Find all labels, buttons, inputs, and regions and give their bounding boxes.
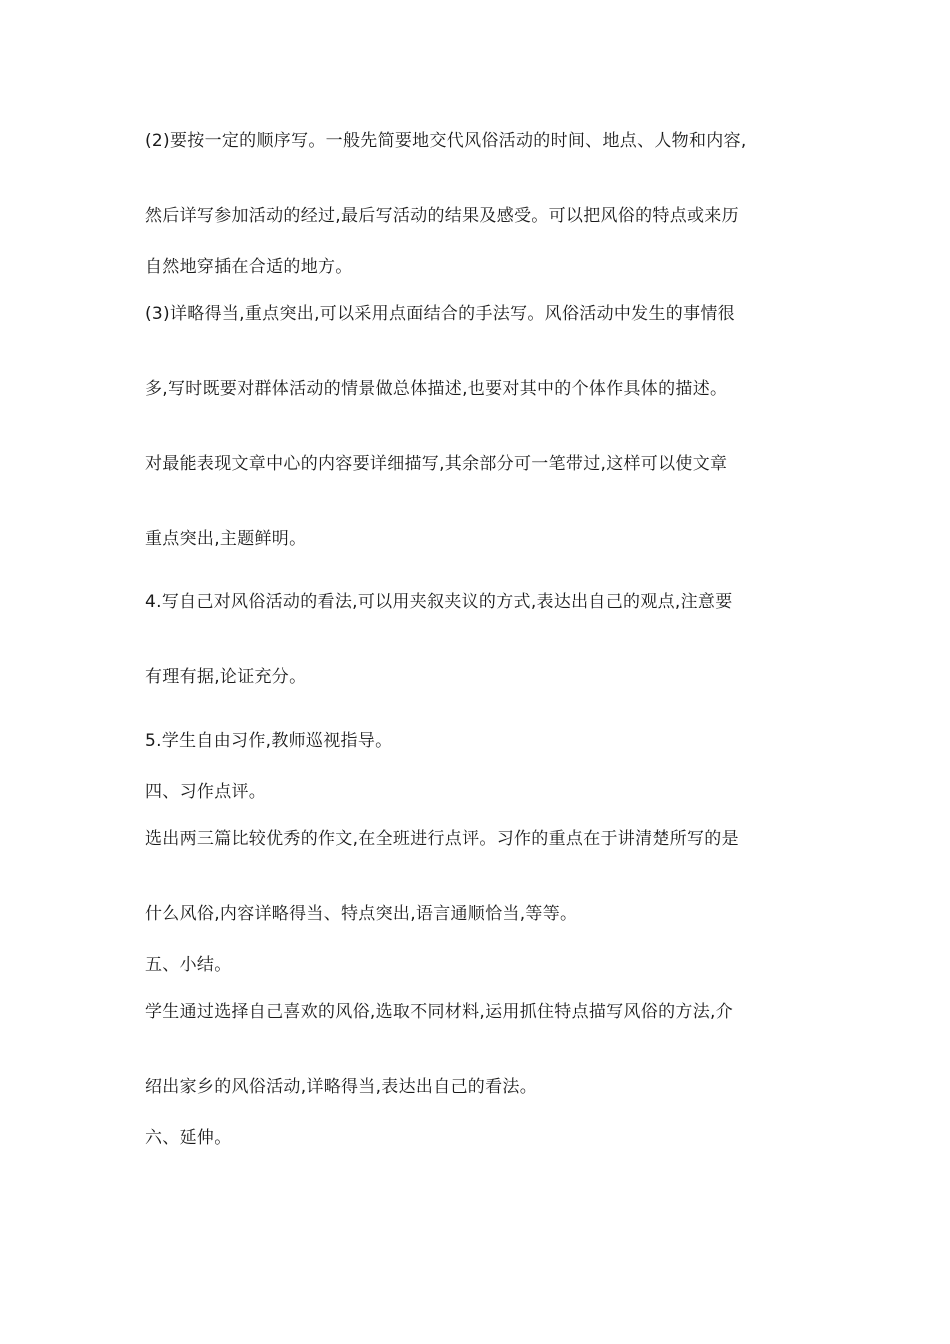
text-line: 选出两三篇比较优秀的作文,在全班进行点评。习作的重点在于讲清楚所写的是	[145, 829, 739, 849]
text-line: (3)详略得当,重点突出,可以采用点面结合的手法写。风俗活动中发生的事情很	[145, 304, 735, 324]
text-line: 自然地穿插在合适的地方。	[145, 257, 353, 277]
text-line: 什么风俗,内容详略得当、特点突出,语言通顺恰当,等等。	[145, 904, 578, 924]
text-line: 学生通过选择自己喜欢的风俗,选取不同材料,运用抓住特点描写风俗的方法,介	[145, 1002, 734, 1022]
text-line: 绍出家乡的风俗活动,详略得当,表达出自己的看法。	[145, 1077, 538, 1097]
text-line: 5.学生自由习作,教师巡视指导。	[145, 731, 393, 751]
section-heading: 四、习作点评。	[145, 782, 267, 802]
text-line: 多,写时既要对群体活动的情景做总体描述,也要对其中的个体作具体的描述。	[145, 379, 728, 399]
section-heading: 六、延伸。	[145, 1128, 232, 1148]
text-line: 4.写自己对风俗活动的看法,可以用夹叙夹议的方式,表达出自己的观点,注意要	[145, 592, 733, 612]
text-line: 有理有据,论证充分。	[145, 667, 307, 687]
section-heading: 五、小结。	[145, 955, 232, 975]
text-line: 对最能表现文章中心的内容要详细描写,其余部分可一笔带过,这样可以使文章	[145, 454, 728, 474]
text-line: 重点突出,主题鲜明。	[145, 529, 307, 549]
text-line: 然后详写参加活动的经过,最后写活动的结果及感受。可以把风俗的特点或来历	[145, 206, 739, 226]
text-line: (2)要按一定的顺序写。一般先简要地交代风俗活动的时间、地点、人物和内容,	[145, 131, 747, 151]
